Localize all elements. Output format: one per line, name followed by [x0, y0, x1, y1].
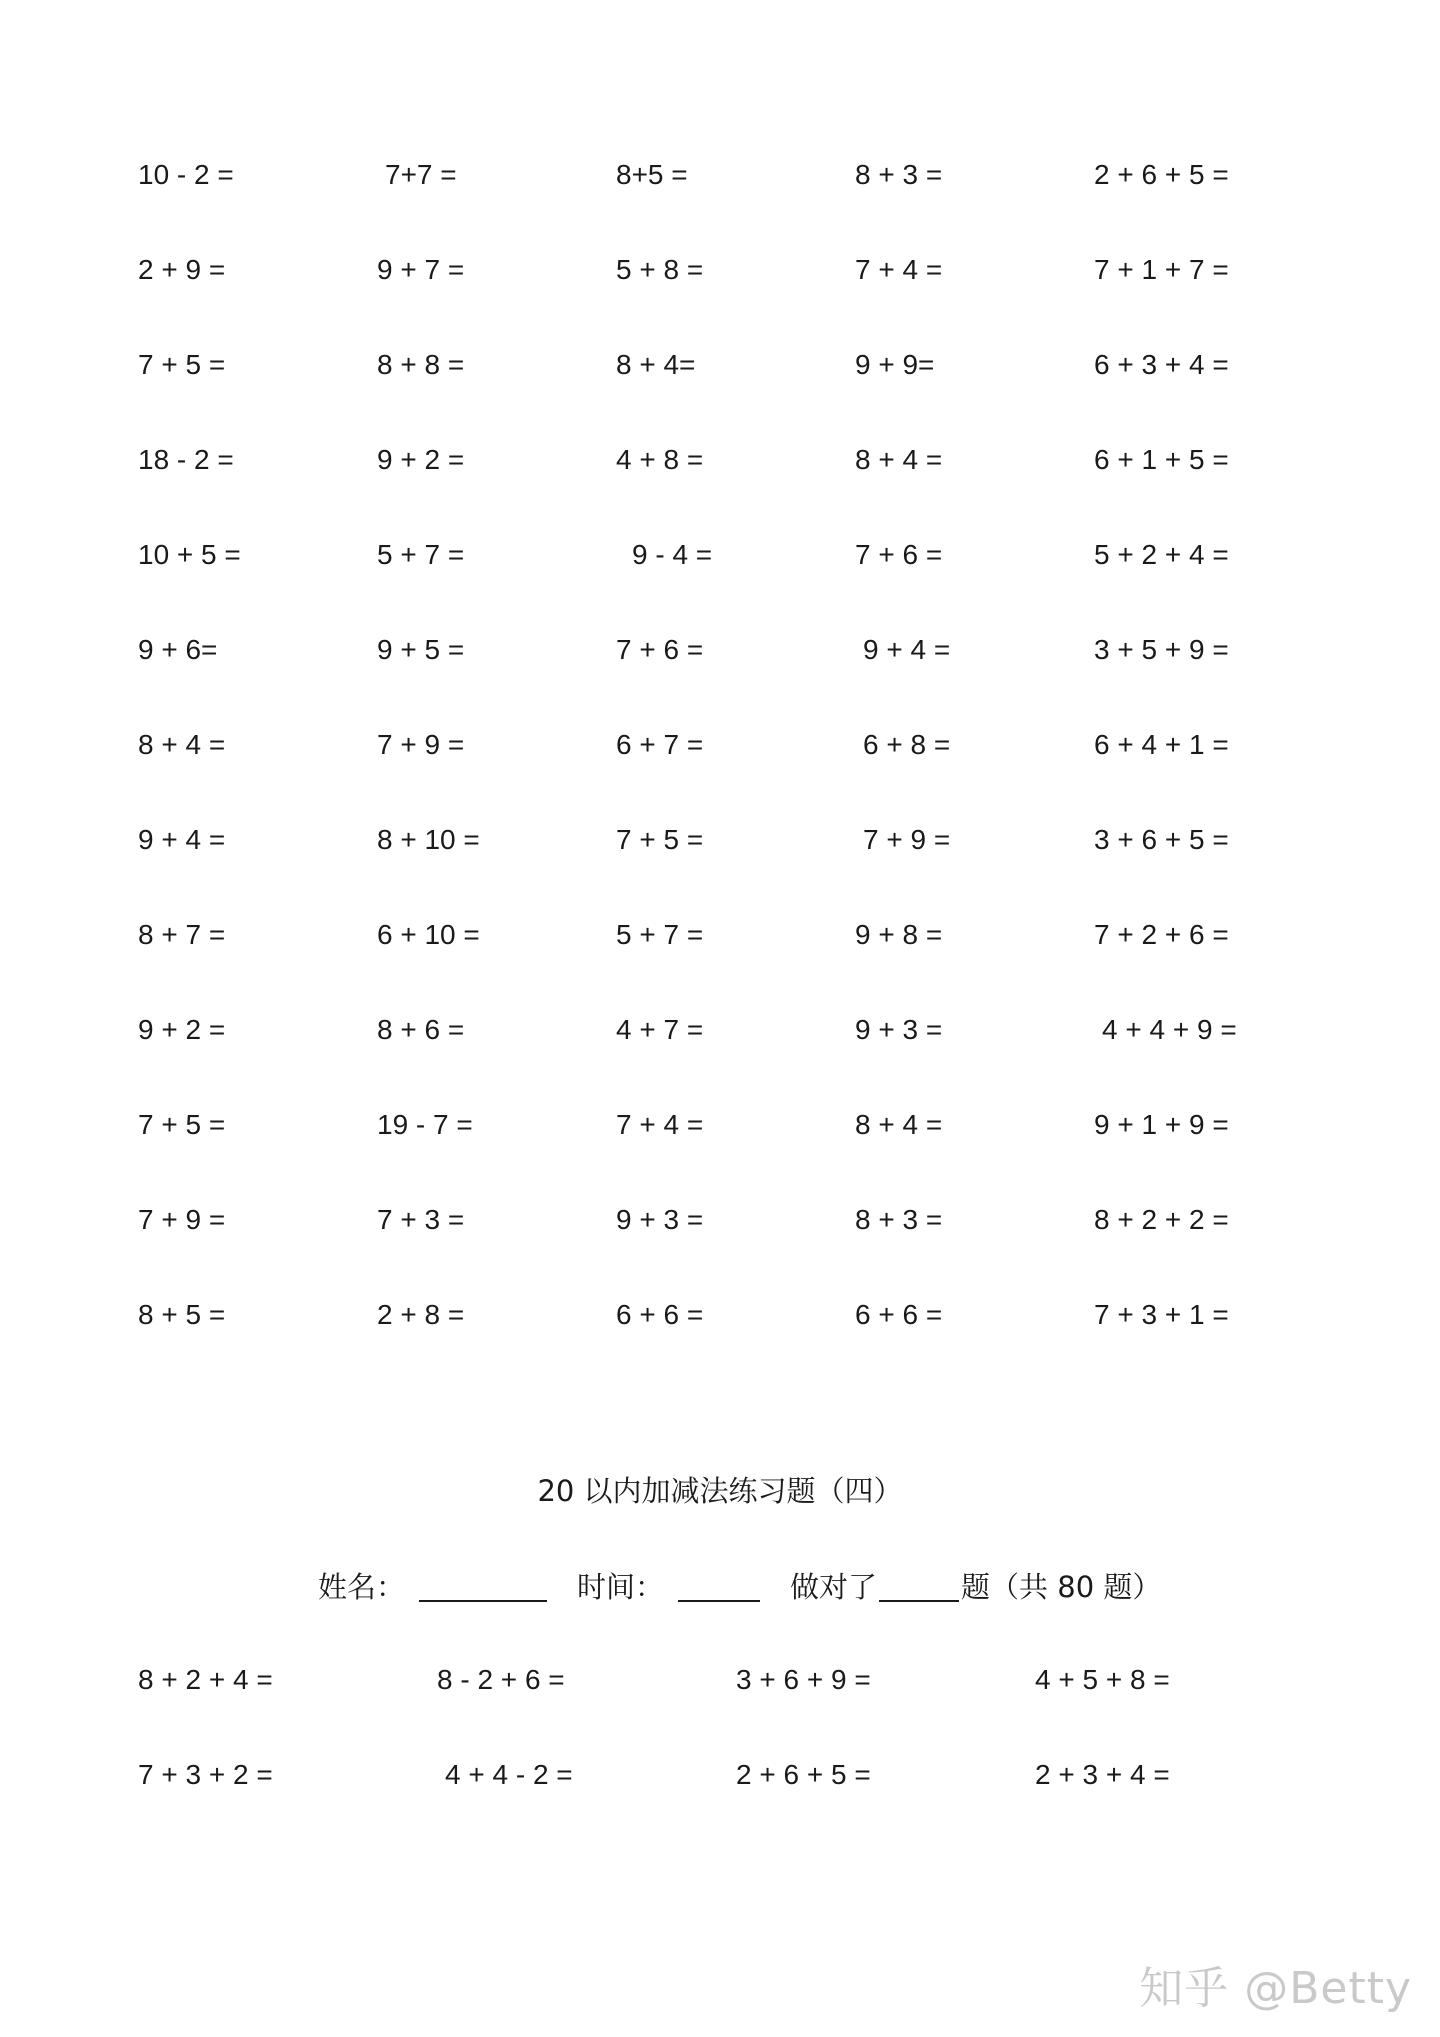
- problem-cell: 7 + 6 =: [616, 634, 704, 665]
- problem-cell: 9 + 7 =: [377, 254, 465, 285]
- problem-cell: 7 + 9 =: [138, 1204, 226, 1235]
- problem-cell: 8+5 =: [616, 159, 688, 190]
- problem-cell: 7 + 5 =: [138, 349, 226, 380]
- problem-cell: 2 + 6 + 5 =: [1094, 159, 1229, 190]
- problem-cell: 8 + 4=: [616, 349, 696, 380]
- problem-cell: 10 + 5 =: [138, 539, 241, 570]
- problem-cell: 9 + 4 =: [138, 824, 226, 855]
- problem-cell: 9 + 5 =: [377, 634, 465, 665]
- correct-suffix: 题（共 80 题）: [961, 1569, 1162, 1604]
- problem-cell: 19 - 7 =: [377, 1109, 473, 1140]
- watermark: 知乎 @Betty: [1139, 1963, 1412, 2014]
- problem-cell: 4 + 4 - 2 =: [445, 1759, 573, 1790]
- problem-cell: 2 + 8 =: [377, 1299, 465, 1330]
- problem-cell: 7 + 4 =: [616, 1109, 704, 1140]
- problem-cell: 3 + 6 + 9 =: [736, 1664, 871, 1695]
- problem-cell: 3 + 5 + 9 =: [1094, 634, 1229, 665]
- problem-cell: 7 + 9 =: [863, 824, 951, 855]
- problem-cell: 7 + 6 =: [855, 539, 943, 570]
- problem-cell: 8 + 6 =: [377, 1014, 465, 1045]
- problem-cell: 8 + 4 =: [138, 729, 226, 760]
- problem-cell: 5 + 7 =: [616, 919, 704, 950]
- problem-cell: 7 + 3 =: [377, 1204, 465, 1235]
- problem-cell: 3 + 6 + 5 =: [1094, 824, 1229, 855]
- name-label: 姓名：: [318, 1569, 406, 1604]
- problem-cell: 9 + 6=: [138, 634, 218, 665]
- correct-label: 做对了: [790, 1569, 878, 1604]
- problem-cell: 5 + 2 + 4 =: [1094, 539, 1229, 570]
- problem-cell: 6 + 4 + 1 =: [1094, 729, 1229, 760]
- problem-cell: 8 + 7 =: [138, 919, 226, 950]
- problem-cell: 9 + 2 =: [138, 1014, 226, 1045]
- correct-count-blank[interactable]: [879, 1568, 959, 1602]
- problem-cell: 6 + 6 =: [855, 1299, 943, 1330]
- problem-cell: 7+7 =: [385, 159, 457, 190]
- problem-cell: 7 + 3 + 2 =: [138, 1759, 273, 1790]
- problem-cell: 5 + 8 =: [616, 254, 704, 285]
- problem-cell: 6 + 6 =: [616, 1299, 704, 1330]
- problem-cell: 9 + 3 =: [616, 1204, 704, 1235]
- problem-cell: 4 + 8 =: [616, 444, 704, 475]
- problem-cell: 7 + 2 + 6 =: [1094, 919, 1229, 950]
- problem-cell: 8 + 3 =: [855, 1204, 943, 1235]
- time-label: 时间：: [577, 1569, 665, 1604]
- problem-cell: 6 + 1 + 5 =: [1094, 444, 1229, 475]
- problem-cell: 6 + 3 + 4 =: [1094, 349, 1229, 380]
- problem-cell: 10 - 2 =: [138, 159, 234, 190]
- problem-cell: 8 + 2 + 2 =: [1094, 1204, 1229, 1235]
- problem-cell: 8 + 4 =: [855, 1109, 943, 1140]
- problem-cell: 5 + 7 =: [377, 539, 465, 570]
- problem-cell: 9 + 9=: [855, 349, 935, 380]
- problem-cell: 7 + 3 + 1 =: [1094, 1299, 1229, 1330]
- problem-cell: 8 - 2 + 6 =: [437, 1664, 565, 1695]
- student-info-row: [318, 1560, 1161, 1610]
- problem-cell: 9 + 2 =: [377, 444, 465, 475]
- problem-cell: 6 + 7 =: [616, 729, 704, 760]
- section-title: 20 以内加减法练习题（四）: [537, 1474, 903, 1508]
- problem-cell: 8 + 3 =: [855, 159, 943, 190]
- problem-cell: 8 + 4 =: [855, 444, 943, 475]
- problem-cell: 9 + 4 =: [863, 634, 951, 665]
- problem-cell: 8 + 5 =: [138, 1299, 226, 1330]
- name-blank[interactable]: [419, 1568, 547, 1602]
- problem-cell: 9 + 3 =: [855, 1014, 943, 1045]
- problem-cell: 4 + 7 =: [616, 1014, 704, 1045]
- problem-cell: 9 + 1 + 9 =: [1094, 1109, 1229, 1140]
- problem-cell: 7 + 1 + 7 =: [1094, 254, 1229, 285]
- problem-cell: 2 + 3 + 4 =: [1035, 1759, 1170, 1790]
- problem-cell: 7 + 5 =: [616, 824, 704, 855]
- problem-cell: 4 + 5 + 8 =: [1035, 1664, 1170, 1695]
- problem-cell: 8 + 8 =: [377, 349, 465, 380]
- problem-cell: 9 + 8 =: [855, 919, 943, 950]
- worksheet-bottom-grid: [138, 1655, 1238, 1845]
- worksheet-top-grid: [138, 150, 1318, 1385]
- problem-cell: 2 + 6 + 5 =: [736, 1759, 871, 1790]
- problem-cell: 7 + 4 =: [855, 254, 943, 285]
- time-blank[interactable]: [678, 1568, 760, 1602]
- problem-cell: 6 + 8 =: [863, 729, 951, 760]
- problem-cell: 8 + 2 + 4 =: [138, 1664, 273, 1695]
- problem-cell: 7 + 9 =: [377, 729, 465, 760]
- problem-cell: 7 + 5 =: [138, 1109, 226, 1140]
- problem-cell: 6 + 10 =: [377, 919, 480, 950]
- problem-cell: 9 - 4 =: [632, 539, 713, 570]
- problem-cell: 2 + 9 =: [138, 254, 226, 285]
- problem-cell: 18 - 2 =: [138, 444, 234, 475]
- problem-cell: 8 + 10 =: [377, 824, 480, 855]
- problem-cell: 4 + 4 + 9 =: [1102, 1014, 1237, 1045]
